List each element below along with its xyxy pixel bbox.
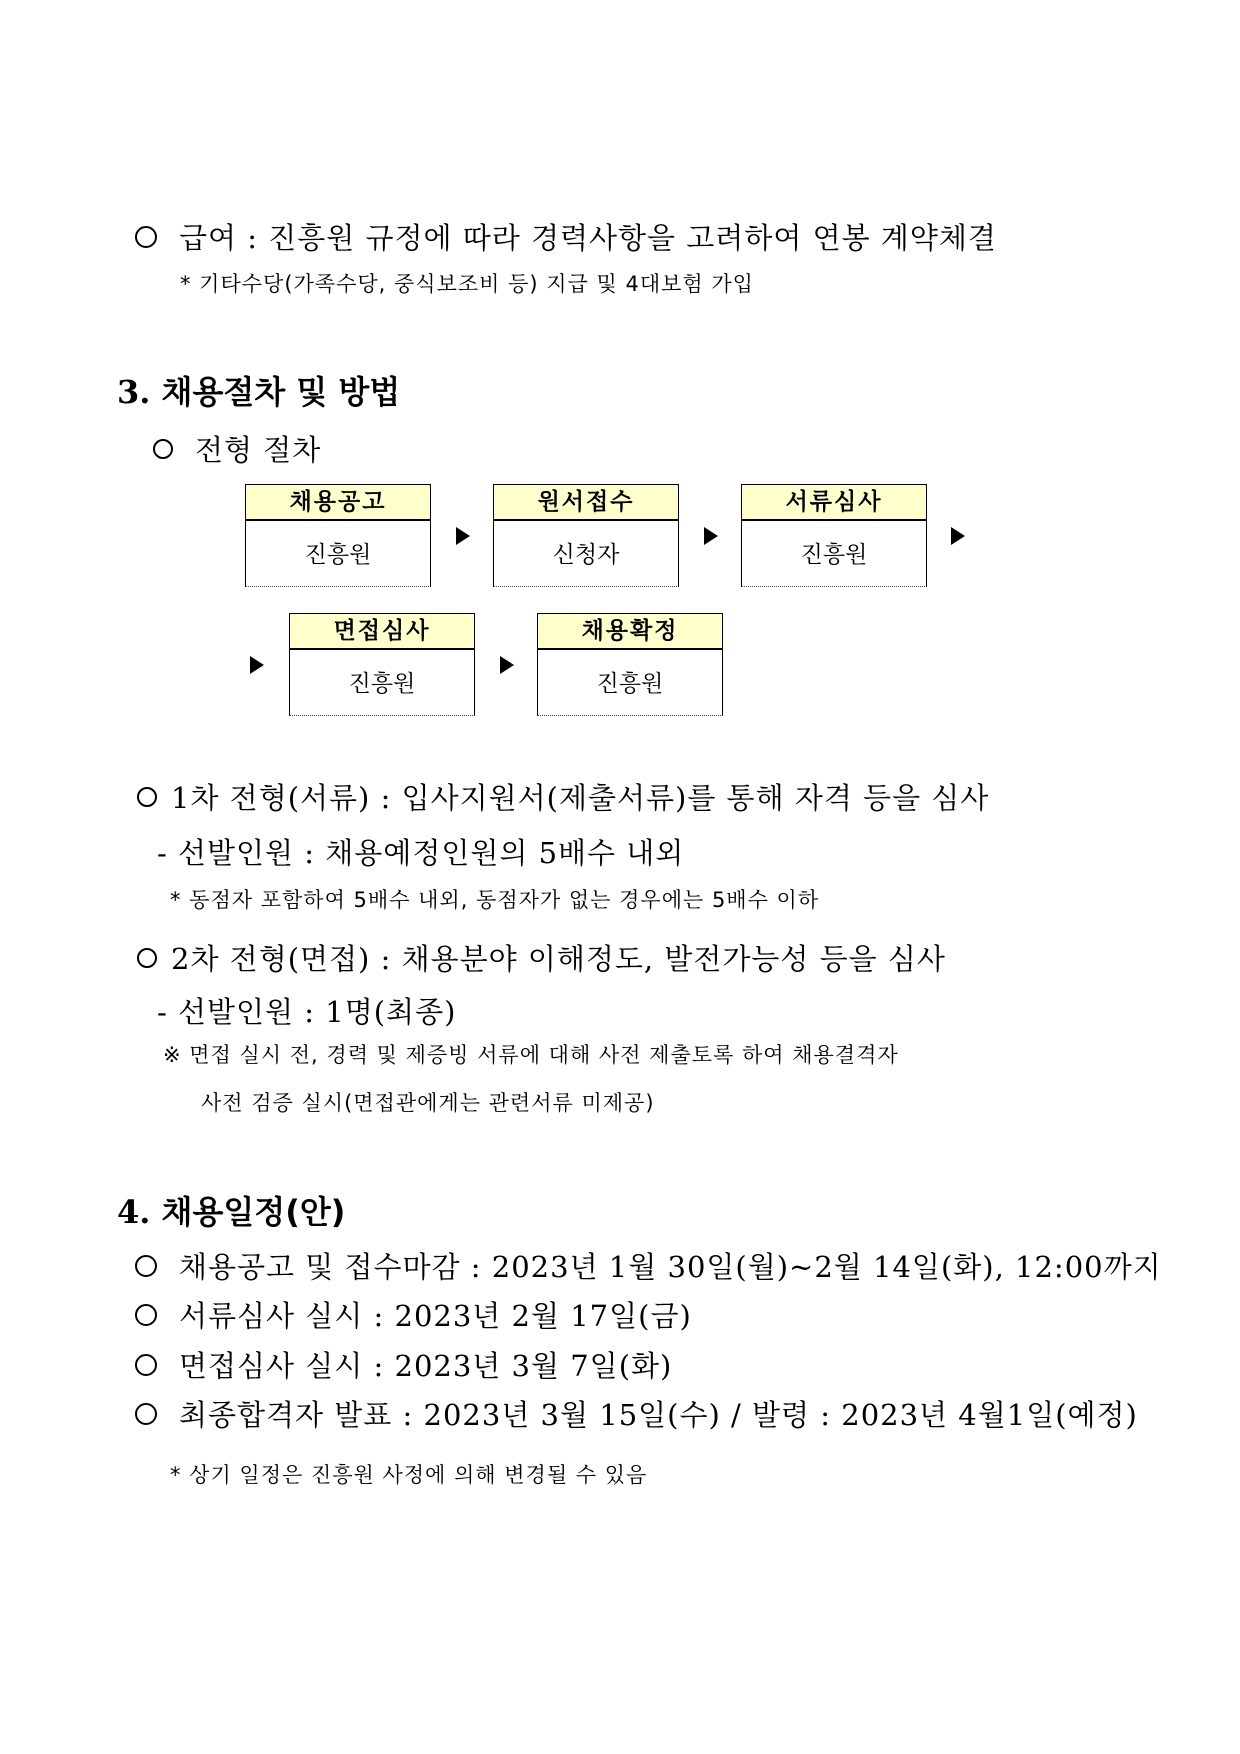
round-1-note: * 동점자 포함하여 5배수 내외, 동점자가 없는 경우에는 5배수 이하 <box>170 888 820 912</box>
step-title: 서류심사 <box>742 485 926 521</box>
circle-bullet-icon <box>135 1304 157 1326</box>
circle-bullet-icon <box>135 1354 157 1376</box>
schedule-item-3 <box>135 1344 672 1385</box>
selection-process-subtitle <box>153 428 321 469</box>
salary-item <box>135 216 997 257</box>
round-2-item <box>137 937 946 978</box>
section-number: 4. <box>117 1193 151 1231</box>
arrow-right-icon <box>951 527 965 545</box>
section-3-heading <box>117 367 400 413</box>
step-title: 원서접수 <box>494 485 678 521</box>
step-body: 진흥원 <box>348 671 416 697</box>
schedule-text: 면접심사 실시 : 2023년 3월 7일(화) <box>179 1349 673 1383</box>
subtitle-text: 전형 절차 <box>195 433 322 467</box>
schedule-item-4 <box>135 1393 1138 1434</box>
step-title: 면접심사 <box>290 614 474 650</box>
schedule-text: 채용공고 및 접수마감 : 2023년 1월 30일(월)~2월 14일(화), 12:00까지 <box>179 1250 1162 1284</box>
round-2-text: 2차 전형(면접) : 채용분야 이해정도, 발전가능성 등을 심사 <box>171 942 946 976</box>
round-1-text: 1차 전형(서류) : 입사지원서(제출서류)를 통해 자격 등을 심사 <box>171 781 990 815</box>
schedule-note: * 상기 일정은 진흥원 사정에 의해 변경될 수 있음 <box>170 1463 648 1487</box>
circle-bullet-icon <box>135 226 157 248</box>
step-box-4 <box>289 613 475 716</box>
arrow-right-icon <box>456 527 470 545</box>
step-box-3 <box>741 484 927 587</box>
arrow-right-icon <box>500 656 514 674</box>
round-2-note-line-1: ※ 면접 실시 전, 경력 및 제증빙 서류에 대해 사전 제출토록 하여 채용결격자 <box>163 1043 899 1067</box>
section-4-heading <box>117 1187 345 1233</box>
circle-bullet-icon <box>135 1255 157 1277</box>
step-box-1 <box>245 484 431 587</box>
round-2-note-line-2: 사전 검증 실시(면접관에게는 관련서류 미제공) <box>201 1091 655 1115</box>
circle-bullet-icon <box>137 948 157 968</box>
arrow-right-icon <box>250 656 264 674</box>
step-box-2 <box>493 484 679 587</box>
schedule-item-1 <box>135 1245 1162 1286</box>
circle-bullet-icon <box>135 1403 157 1425</box>
section-title: 채용일정(안) <box>161 1193 346 1231</box>
round-1-quota: - 선발인원 : 채용예정인원의 5배수 내외 <box>157 836 685 870</box>
step-title: 채용공고 <box>246 485 430 521</box>
round-1-item <box>137 776 989 817</box>
step-body: 신청자 <box>552 542 620 568</box>
schedule-item-2 <box>135 1294 692 1335</box>
circle-bullet-icon <box>137 787 157 807</box>
salary-note: * 기타수당(가족수당, 중식보조비 등) 지급 및 4대보험 가입 <box>180 272 754 296</box>
step-box-5 <box>537 613 723 716</box>
step-body: 진흥원 <box>304 542 372 568</box>
round-2-quota: - 선발인원 : 1명(최종) <box>157 995 457 1029</box>
section-title: 채용절차 및 방법 <box>161 373 401 411</box>
schedule-text: 최종합격자 발표 : 2023년 3월 15일(수) / 발령 : 2023년 4월1일(예정) <box>179 1398 1138 1432</box>
step-title: 채용확정 <box>538 614 722 650</box>
salary-text: 급여 : 진흥원 규정에 따라 경력사항을 고려하여 연봉 계약체결 <box>179 221 997 255</box>
schedule-text: 서류심사 실시 : 2023년 2월 17일(금) <box>179 1299 692 1333</box>
circle-bullet-icon <box>153 439 173 459</box>
step-body: 진흥원 <box>596 671 664 697</box>
step-body: 진흥원 <box>800 542 868 568</box>
section-number: 3. <box>117 373 151 411</box>
arrow-right-icon <box>704 527 718 545</box>
